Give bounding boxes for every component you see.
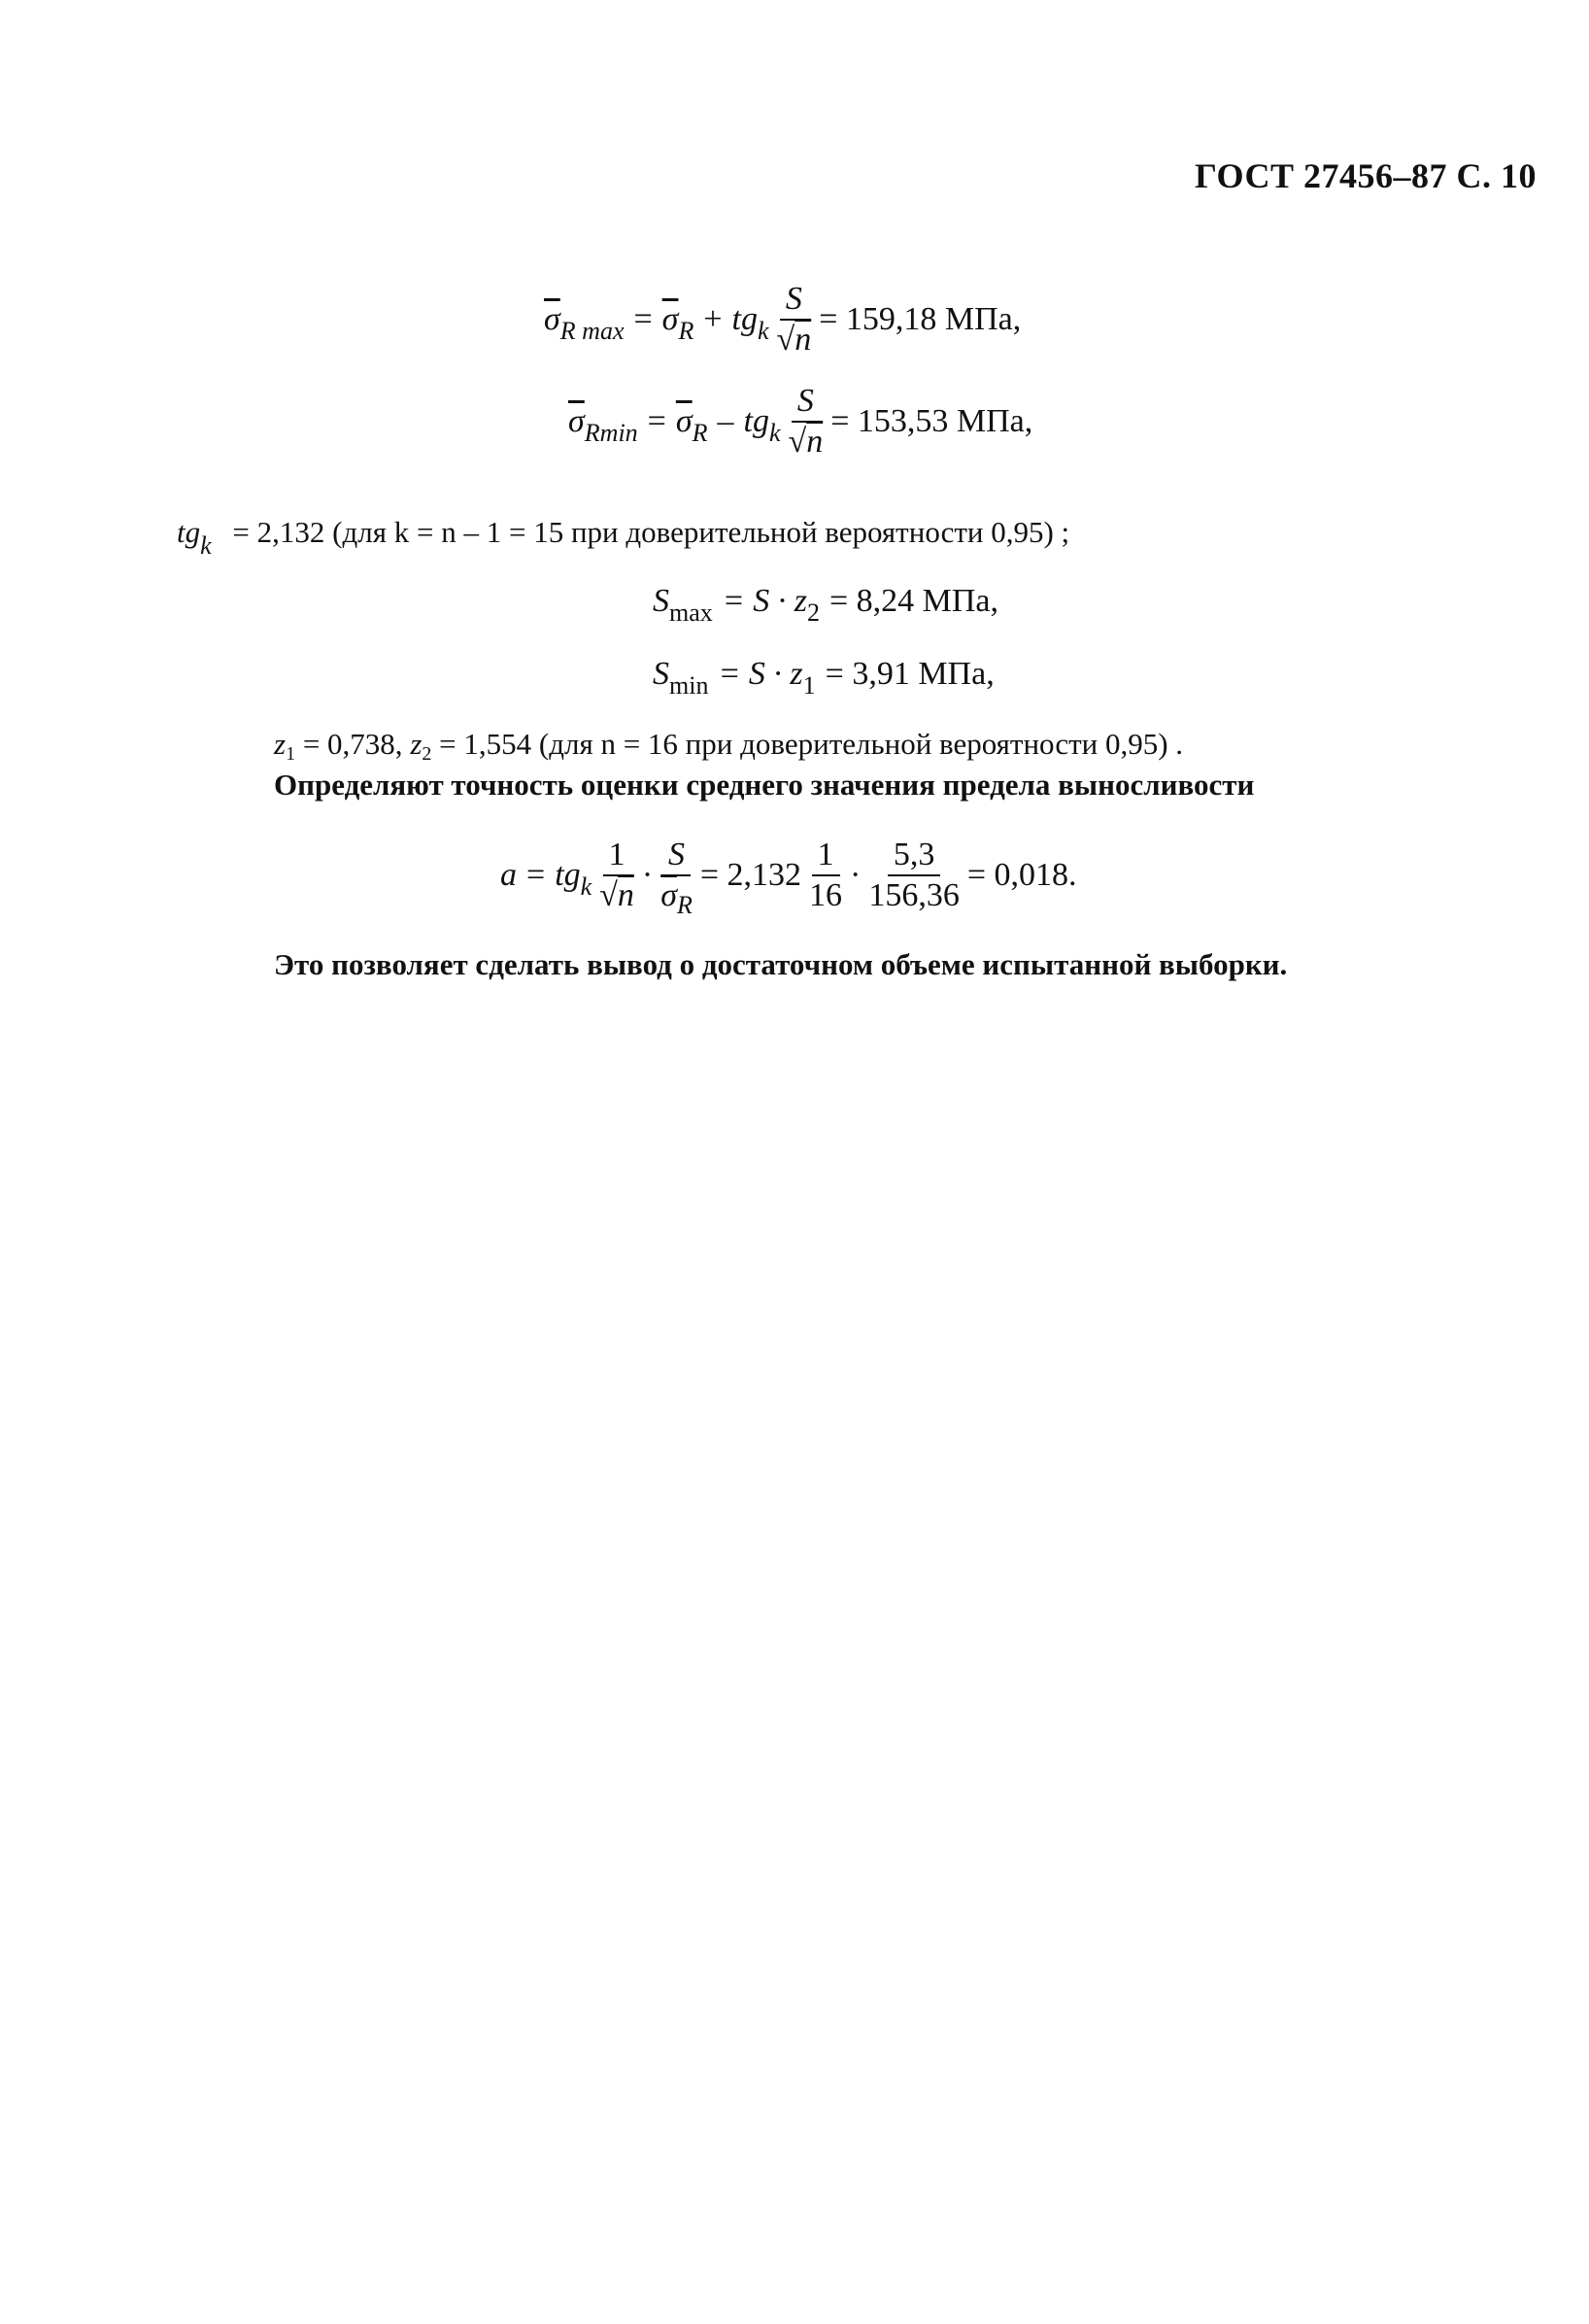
formula-accuracy (500, 837, 1077, 919)
z-line-rest: = 1,554 (для n = 16 при доверительной вероятности 0,95) . (439, 727, 1184, 761)
formula-s-min (653, 656, 995, 700)
tg-symbol: tg (731, 300, 758, 337)
s-symbol: S (653, 583, 669, 619)
sqrt-sign: √ (599, 876, 618, 913)
z-symbol: z (274, 727, 287, 761)
fraction-numerator: 1 (812, 837, 840, 876)
subscript: R (692, 418, 708, 447)
plus-sign: + (703, 300, 723, 337)
formula-result: = 153,53 МПа, (830, 402, 1033, 439)
subscript: 1 (286, 743, 296, 765)
paragraph-define-accuracy: Определяют точность оценки среднего значения предела выносливости (274, 768, 1255, 802)
fraction-numerator: S (792, 384, 820, 423)
fraction (868, 837, 960, 912)
minus-sign: – (717, 402, 734, 439)
subscript: 2 (806, 598, 820, 627)
formula-result: = 159,18 МПа, (819, 300, 1022, 337)
equals-sign: = (633, 300, 653, 337)
subscript: R (676, 890, 693, 919)
fraction-numerator: 5,3 (888, 837, 941, 876)
formula-sigma-min (568, 384, 1032, 459)
equals-sign: = (526, 856, 546, 893)
equals-sign: = (647, 402, 666, 439)
radicand: n (794, 321, 812, 358)
formula-result: = 3,91 МПа, (825, 656, 995, 692)
tgk-text: = 2,132 (для k = n – 1 = 15 при доверительной вероятности 0,95) ; (232, 515, 1070, 549)
formula-rest: = S · z (718, 656, 803, 692)
page-header: ГОСТ 27456–87 С. 10 (1195, 156, 1537, 195)
fraction-denominator: 156,36 (868, 876, 960, 913)
formula-result: = 8,24 МПа, (828, 583, 999, 619)
formula-rest: = S · z (722, 583, 807, 619)
radicand: n (617, 876, 634, 913)
multiply-dot: · (641, 856, 654, 893)
multiply-dot: · (850, 856, 862, 893)
fraction-denominator (789, 423, 824, 460)
fraction-numerator: 1 (603, 837, 631, 876)
formula-s-max (653, 583, 999, 627)
z-symbol: z (410, 727, 423, 761)
fraction (789, 384, 824, 459)
subscript: Rmin (584, 418, 638, 447)
subscript: min (669, 671, 709, 700)
z-values-line (274, 727, 1184, 765)
subscript: 1 (802, 671, 816, 700)
subscript: k (757, 316, 769, 345)
subscript: R max (559, 316, 625, 345)
sigma-symbol: $\overline{\sigma}$ (544, 300, 560, 337)
equals-value: = 2,132 (699, 856, 802, 893)
a-symbol: a (500, 856, 517, 893)
subscript: k (200, 531, 212, 560)
fraction (660, 837, 693, 919)
fraction-denominator: 16 (809, 876, 843, 913)
radicand: n (806, 423, 824, 460)
subscript: k (768, 418, 781, 447)
sqrt-sign: √ (776, 321, 795, 358)
fraction-denominator (599, 876, 634, 913)
tg-symbol: tg (177, 515, 201, 549)
tg-symbol: tg (743, 402, 769, 439)
fraction-denominator (660, 876, 693, 919)
sigma-symbol: $\overline{\sigma}$ (660, 876, 677, 913)
fraction (599, 837, 634, 912)
subscript: R (678, 316, 694, 345)
sqrt-sign: √ (788, 423, 807, 460)
tg-symbol: tg (555, 856, 581, 893)
formula-sigma-max (544, 282, 1021, 357)
fraction-numerator: S (662, 837, 691, 876)
z1-value: = 0,738, (302, 727, 403, 761)
sigma-symbol: $\overline{\sigma}$ (568, 402, 585, 439)
formula-result: = 0,018. (966, 856, 1077, 893)
tgk-value-line (177, 515, 1070, 560)
fraction-denominator (777, 321, 812, 358)
fraction-numerator: S (780, 282, 808, 321)
paragraph-conclusion: Это позволяет сделать вывод о достаточном объеме испытанной выборки. (274, 947, 1288, 981)
subscript: k (580, 872, 592, 901)
s-symbol: S (653, 656, 669, 692)
fraction (809, 837, 842, 912)
sigma-symbol: $\overline{\sigma}$ (661, 300, 679, 337)
sigma-symbol: $\overline{\sigma}$ (675, 402, 693, 439)
fraction (777, 282, 812, 357)
subscript: max (669, 598, 713, 627)
subscript: 2 (422, 743, 432, 765)
